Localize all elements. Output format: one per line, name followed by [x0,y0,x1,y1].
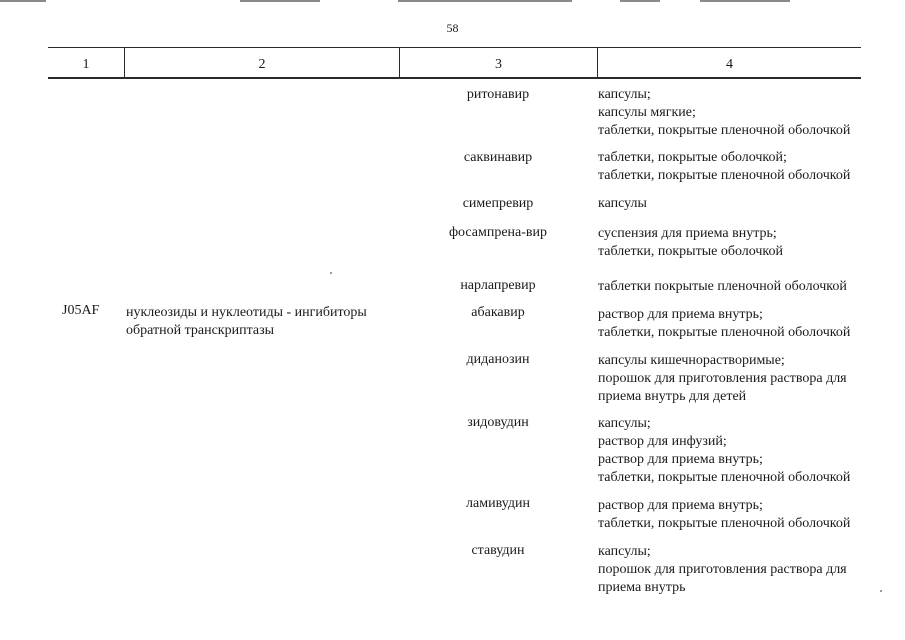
dosage-form-line: таблетки, покрытые пленочной оболочкой [598,325,851,340]
dosage-forms [598,225,783,261]
dosage-form-line: приема внутрь [598,580,686,595]
dosage-form-line: таблетки покрытые пленочной оболочкой [598,279,847,294]
atc-code: J05AF [62,303,100,318]
header-bottom-rule [48,77,861,79]
scan-speck [330,272,332,274]
dosage-forms [598,415,850,487]
dosage-form-line: капсулы; [598,416,651,431]
dosage-forms [598,195,647,213]
scan-mark [700,0,790,2]
header-top-rule [48,47,861,48]
dosage-forms [598,86,850,140]
inn-name: абакавир [471,305,525,320]
inn-name: фосампрена-вир [448,225,548,240]
inn-name: зидовудин [467,415,529,430]
dosage-forms [598,543,847,597]
header-col-3: 3 [495,57,502,72]
dosage-forms [598,306,850,342]
inn-name: диданозин [466,352,530,367]
inn-name: саквинавир [463,150,533,165]
dosage-form-line: раствор для инфузий; [598,434,727,449]
dosage-form-line: капсулы кишечнорастворимые; [598,353,785,368]
header-col-4: 4 [726,57,733,72]
group-name-line-2: обратной транскриптазы [126,323,275,338]
dosage-form-line: таблетки, покрытые пленочной оболочкой [598,516,851,531]
scan-mark [0,0,46,2]
scan-speck [880,590,882,592]
inn-name: ритонавир [466,87,530,102]
dosage-forms [598,278,847,296]
page-number: 58 [446,21,459,35]
dosage-form-line: таблетки, покрытые пленочной оболочкой [598,123,851,138]
scan-mark [240,0,320,2]
dosage-form-line: таблетки, покрытые пленочной оболочкой [598,470,851,485]
dosage-form-line: таблетки, покрытые пленочной оболочкой [598,168,851,183]
dosage-form-line: приема внутрь для детей [598,389,747,404]
dosage-forms [598,149,850,185]
scan-mark [620,0,660,2]
dosage-form-line: суспензия для приема внутрь; [598,226,777,241]
dosage-form-line: раствор для приема внутрь; [598,307,763,322]
inn-name: симепревир [462,196,534,211]
dosage-form-line: капсулы; [598,544,651,559]
dosage-form-line: капсулы мягкие; [598,105,696,120]
group-name-line-1: нуклеозиды и нуклеотиды - ингибиторы [126,305,367,320]
dosage-form-line: раствор для приема внутрь; [598,498,763,513]
dosage-form-line: капсулы; [598,87,651,102]
inn-name: ставудин [471,543,525,558]
header-col-2: 2 [258,57,266,72]
dosage-form-line: таблетки, покрытые оболочкой; [598,150,787,165]
header-col-1: 1 [82,57,90,72]
dosage-form-line: капсулы [598,196,647,211]
inn-name: ламивудин [466,496,530,511]
inn-name: нарлапревир [460,278,536,293]
dosage-forms [598,497,850,533]
dosage-form-line: раствор для приема внутрь; [598,452,763,467]
dosage-form-line: порошок для приготовления раствора для [598,562,847,577]
dosage-forms [598,352,847,406]
dosage-form-line: порошок для приготовления раствора для [598,371,847,386]
scan-mark [398,0,572,2]
dosage-form-line: таблетки, покрытые оболочкой [598,244,784,259]
